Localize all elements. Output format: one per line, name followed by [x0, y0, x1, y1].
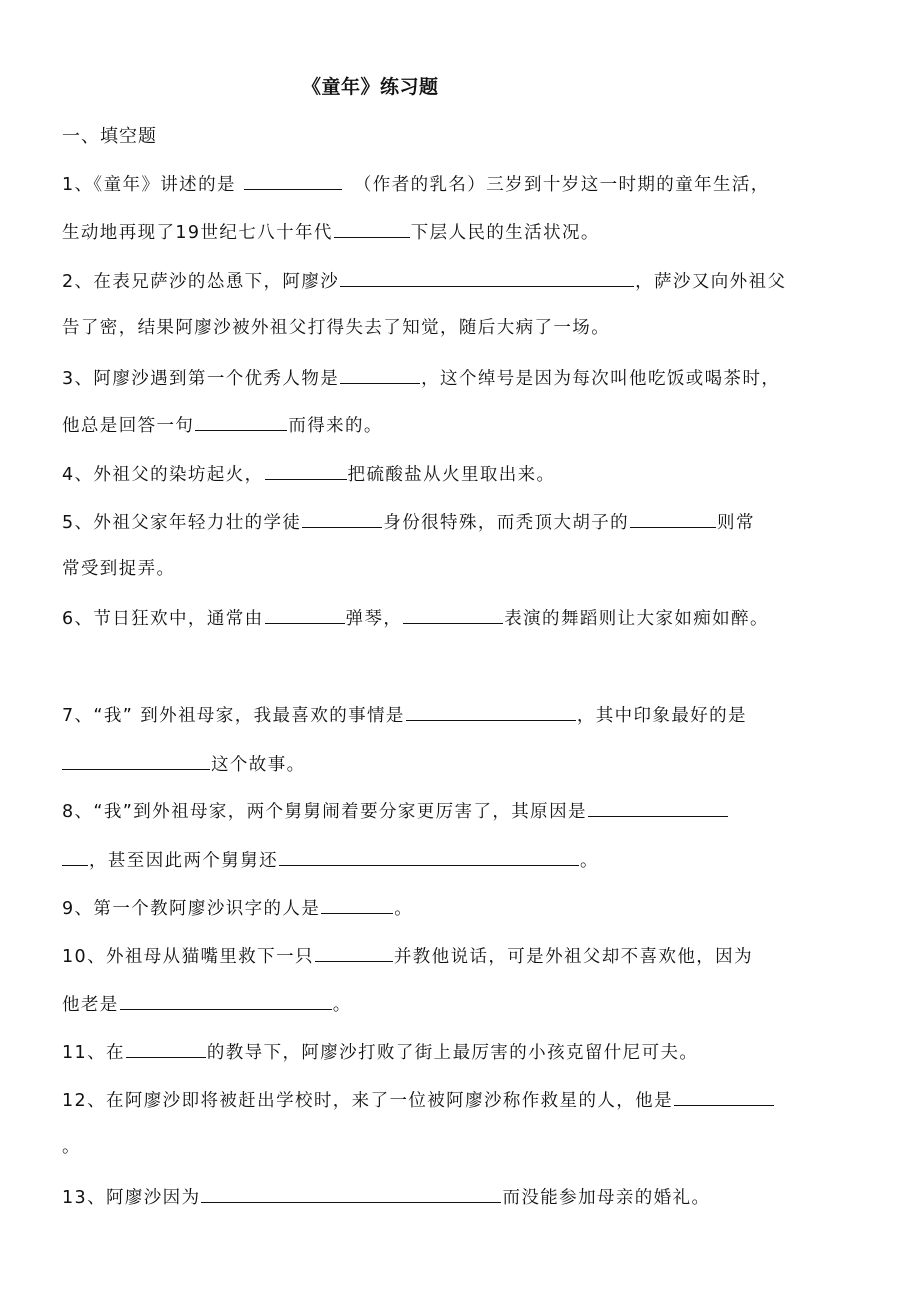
answer-blank[interactable] — [201, 1183, 501, 1203]
question-text: 。 — [62, 1137, 81, 1157]
answer-blank[interactable] — [406, 701, 576, 721]
question-text: 10、外祖母从猫嘴里救下一只 — [62, 947, 314, 967]
answer-blank[interactable] — [120, 990, 332, 1010]
question-text: 常受到捉弄。 — [62, 559, 176, 579]
question-text: 1、《童年》讲述的是 — [62, 175, 236, 195]
question-8-line-2 — [62, 846, 599, 874]
answer-blank[interactable] — [302, 508, 382, 528]
question-13-line-1 — [62, 1183, 710, 1211]
question-8-line-1 — [62, 797, 729, 825]
question-text: 11、在 — [62, 1043, 125, 1063]
question-text: 下层人民的生活状况。 — [410, 223, 600, 243]
question-text: 表演的舞蹈则让大家如痴如醉。 — [504, 609, 769, 629]
question-text: ，这个绰号是因为每次叫他吃饭或喝茶时， — [421, 369, 781, 389]
question-2-line-2 — [62, 315, 610, 341]
question-text: 他老是 — [62, 995, 119, 1015]
question-text: 把硫酸盐从火里取出来。 — [347, 465, 556, 485]
question-text: 5、外祖父家年轻力壮的学徒 — [62, 513, 302, 533]
question-text: 。 — [332, 995, 352, 1015]
question-12-line-1 — [62, 1086, 775, 1114]
question-text: 。 — [580, 851, 599, 871]
answer-blank[interactable] — [195, 411, 287, 431]
answer-blank[interactable] — [62, 750, 210, 770]
question-7-line-2 — [62, 750, 306, 778]
question-1-line-1 — [62, 170, 770, 198]
question-12-line-2 — [62, 1134, 81, 1160]
question-text: 而得来的。 — [288, 416, 383, 436]
answer-blank[interactable] — [265, 460, 347, 480]
question-10-line-1 — [62, 942, 753, 970]
question-text: 则常 — [717, 513, 755, 533]
page-title: 《童年》练习题 — [302, 76, 439, 98]
question-6-line-1 — [62, 604, 769, 632]
answer-blank[interactable] — [403, 604, 503, 624]
answer-blank[interactable] — [674, 1086, 774, 1106]
answer-blank[interactable] — [630, 508, 716, 528]
answer-blank[interactable] — [126, 1038, 206, 1058]
question-text: （作者的乳名）三岁到十岁这一时期的童年生活， — [353, 175, 770, 195]
answer-blank[interactable] — [334, 218, 410, 238]
question-7-line-1 — [62, 701, 747, 729]
question-text: 而没能参加母亲的婚礼。 — [502, 1188, 711, 1208]
question-text: 并教他说话，可是外祖父却不喜欢他，因为 — [393, 947, 753, 967]
question-5-line-2 — [62, 556, 175, 582]
question-text: 6、节日狂欢中，通常由 — [62, 609, 264, 629]
answer-blank[interactable] — [279, 846, 579, 866]
answer-blank[interactable] — [340, 364, 420, 384]
question-text: 告了密，结果阿廖沙被外祖父打得失去了知觉，随后大病了一场。 — [62, 318, 611, 338]
question-10-line-2 — [62, 990, 352, 1018]
question-text: 3、阿廖沙遇到第一个优秀人物是 — [62, 369, 340, 389]
question-text: 这个故事。 — [211, 755, 306, 775]
question-text: ，萨沙又向外祖父 — [635, 272, 787, 292]
question-text: 。 — [394, 899, 414, 919]
question-4-line-1 — [62, 460, 555, 488]
question-2-line-1 — [62, 267, 786, 295]
question-text: 他总是回答一句 — [62, 416, 195, 436]
question-3-line-2 — [62, 411, 383, 439]
question-text: 9、第一个教阿廖沙识字的人是 — [62, 899, 321, 919]
question-text: 13、阿廖沙因为 — [62, 1188, 201, 1208]
question-text: 2、在表兄萨沙的怂恿下，阿廖沙 — [62, 272, 340, 292]
answer-blank[interactable] — [321, 894, 393, 914]
question-5-line-1 — [62, 508, 755, 536]
question-text: 8、“我”到外祖母家，两个舅舅闹着要分家更厉害了，其原因是 — [62, 802, 587, 822]
question-text: 7、“我” 到外祖母家，我最喜欢的事情是 — [62, 706, 405, 726]
section-heading: 一、填空题 — [62, 126, 157, 147]
question-3-line-1 — [62, 364, 780, 392]
question-text: 生动地再现了19世纪七八十年代 — [62, 223, 333, 243]
question-9-line-1 — [62, 894, 413, 922]
question-text: ，甚至因此两个舅舅还 — [89, 851, 278, 871]
answer-blank[interactable] — [588, 797, 728, 817]
answer-blank[interactable] — [265, 604, 345, 624]
answer-blank[interactable] — [244, 170, 342, 190]
question-text: ，其中印象最好的是 — [576, 706, 747, 726]
answer-blank[interactable] — [315, 942, 393, 962]
question-text: 12、在阿廖沙即将被赶出学校时，来了一位被阿廖沙称作救星的人，他是 — [62, 1091, 673, 1111]
question-11-line-1 — [62, 1038, 698, 1066]
question-1-line-2 — [62, 218, 600, 246]
answer-blank[interactable] — [62, 846, 88, 866]
question-text: 4、外祖父的染坊起火， — [62, 465, 264, 485]
question-text: 的教导下，阿廖沙打败了街上最厉害的小孩克留什尼可夫。 — [206, 1043, 699, 1063]
question-text: 身份很特殊，而秃顶大胡子的 — [383, 513, 630, 533]
answer-blank[interactable] — [340, 267, 634, 287]
question-text: 弹琴， — [345, 609, 403, 629]
